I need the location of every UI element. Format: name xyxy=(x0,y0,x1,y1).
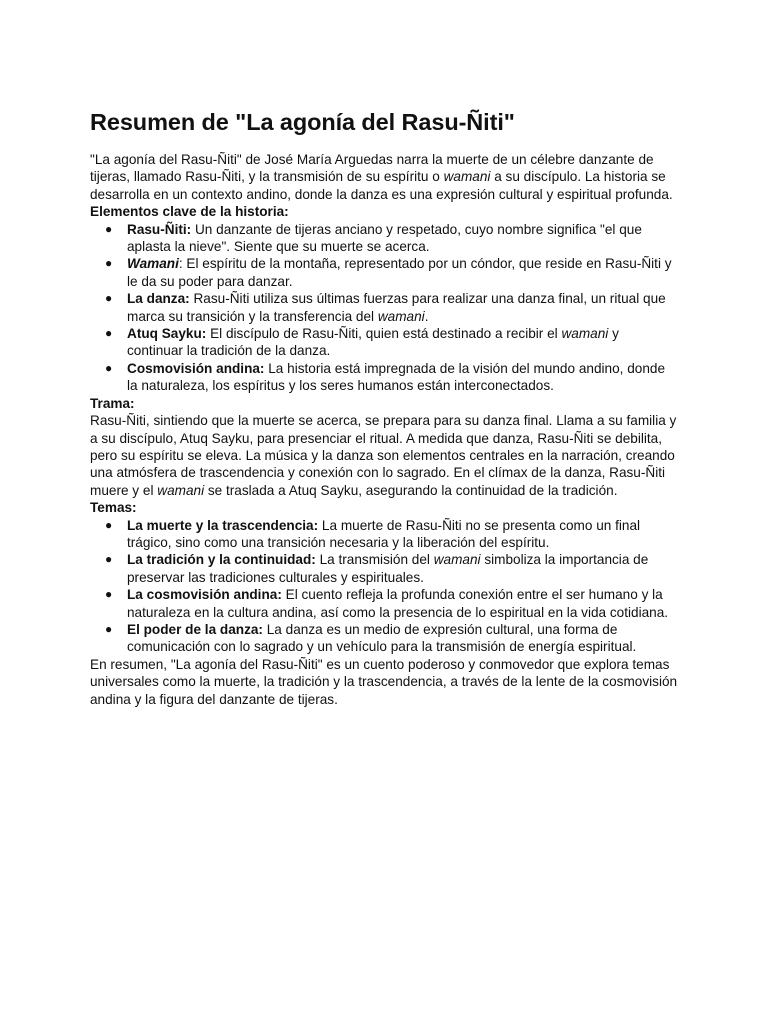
item-term: Cosmovisión andina: xyxy=(127,360,265,376)
item-text: : El espíritu de la montaña, representado por un cóndor, que reside en Rasu-Ñiti y le da su poder para danzar. xyxy=(127,256,672,289)
intro-text: "La agonía del Rasu-Ñiti" de José María Arguedas narra la muerte de un célebre danzante de tijeras, llamado Rasu-Ñiti, y la transmisión de su espíritu o xyxy=(90,152,654,185)
elements-heading: Elementos clave de la historia: xyxy=(90,204,289,220)
list-item xyxy=(105,517,678,552)
item-term: Wamani xyxy=(127,256,179,272)
item-term: Atuq Sayku: xyxy=(127,326,207,342)
plot-paragraph xyxy=(90,412,678,499)
bullet-icon: ● xyxy=(105,621,113,636)
plot-heading: Trama: xyxy=(90,395,135,411)
intro-paragraph xyxy=(90,151,678,203)
bullet-icon: ● xyxy=(105,517,113,532)
item-italic: wamani xyxy=(561,326,609,342)
intro-text: a su discípulo. La historia se desarrolla en un contexto andino, donde la danza es una expresión cultural y espiritual profunda. xyxy=(90,169,673,202)
list-item xyxy=(105,551,678,586)
item-text: El cuento refleja la profunda conexión entre el ser humano y la naturaleza en la cultura andina, así como la presencia de lo espiritual en la vida cotidiana. xyxy=(127,587,669,620)
item-text: La transmisión del xyxy=(315,552,434,568)
list-item xyxy=(105,325,678,360)
item-term: La muerte y la trascendencia: xyxy=(127,517,319,533)
bullet-icon: ● xyxy=(105,291,113,306)
conclusion-paragraph: En resumen, "La agonía del Rasu-Ñiti" es un cuento poderoso y conmovedor que explora temas universales como la muerte, la tradición y la trascendencia, a través de la lente de la cosmovisión andina y la figura del danzante de tijeras. xyxy=(90,656,678,707)
plot-italic-term: wamani xyxy=(157,482,205,498)
item-term: La danza: xyxy=(127,291,190,307)
list-item xyxy=(105,255,678,290)
item-text: Rasu-Ñiti utiliza sus últimas fuerzas para realizar una danza final, un ritual que marca su transición y la transferencia del xyxy=(127,291,666,324)
item-text: La historia está impregnada de la visión del mundo andino, donde la naturaleza, los espíritus y los seres humanos están interconectados. xyxy=(127,360,665,394)
item-term: La cosmovisión andina: xyxy=(127,587,282,603)
list-item xyxy=(105,586,678,621)
bullet-icon: ● xyxy=(105,256,113,271)
bullet-icon: ● xyxy=(105,360,113,375)
item-italic: wamani xyxy=(377,308,425,324)
item-italic: wamani xyxy=(433,552,481,568)
document-body xyxy=(90,151,678,708)
bullet-icon: ● xyxy=(105,552,113,567)
themes-list xyxy=(90,517,678,656)
themes-heading: Temas: xyxy=(90,500,137,516)
list-item xyxy=(105,360,678,395)
elements-list xyxy=(90,221,678,395)
list-item xyxy=(105,290,678,325)
document-page xyxy=(90,106,678,708)
document-title: Resumen de "La agonía del Rasu-Ñiti" xyxy=(90,109,515,135)
bullet-icon: ● xyxy=(105,326,113,341)
item-term: La tradición y la continuidad: xyxy=(127,552,316,568)
item-text: La muerte de Rasu-Ñiti no se presenta como un final trágico, sino como una transición necesaria y la liberación del espíritu. xyxy=(127,517,641,550)
list-item xyxy=(105,621,678,656)
item-term: Rasu-Ñiti: xyxy=(127,221,192,237)
item-text: El discípulo de Rasu-Ñiti, quien está destinado a recibir el xyxy=(206,326,562,342)
item-tail: . xyxy=(424,308,429,324)
item-tail: y continuar la tradición de la danza. xyxy=(127,326,619,359)
item-tail: simboliza la importancia de preservar las tradiciones culturales y espirituales. xyxy=(127,552,649,585)
plot-text: se traslada a Atuq Sayku, asegurando la continuidad de la tradición. xyxy=(204,482,618,498)
bullet-icon: ● xyxy=(105,587,113,602)
item-text: La danza es un medio de expresión cultural, una forma de comunicación con lo sagrado y un vehículo para la transmisión de energía espiritual. xyxy=(127,621,637,655)
intro-italic-term: wamani xyxy=(443,169,491,185)
list-item xyxy=(105,221,678,256)
plot-text: Rasu-Ñiti, sintiendo que la muerte se acerca, se prepara para su danza final. Llama a su familia y a su discípulo, Atuq Sayku, para presenciar el ritual. A medida que danza, Rasu-Ñiti se debilita, pero su espíritu se eleva. La música y la danza son elementos centrales en la narración, creando una atmósfera de trascendencia y conexión con lo sagrado. En el clímax de la danza, Rasu-Ñiti muere y el xyxy=(90,413,677,498)
item-text: Un danzante de tijeras anciano y respetado, cuyo nombre significa "el que aplasta la nieve". Siente que su muerte se acerca. xyxy=(127,221,642,255)
bullet-icon: ● xyxy=(105,221,113,236)
item-term: El poder de la danza: xyxy=(127,621,263,637)
